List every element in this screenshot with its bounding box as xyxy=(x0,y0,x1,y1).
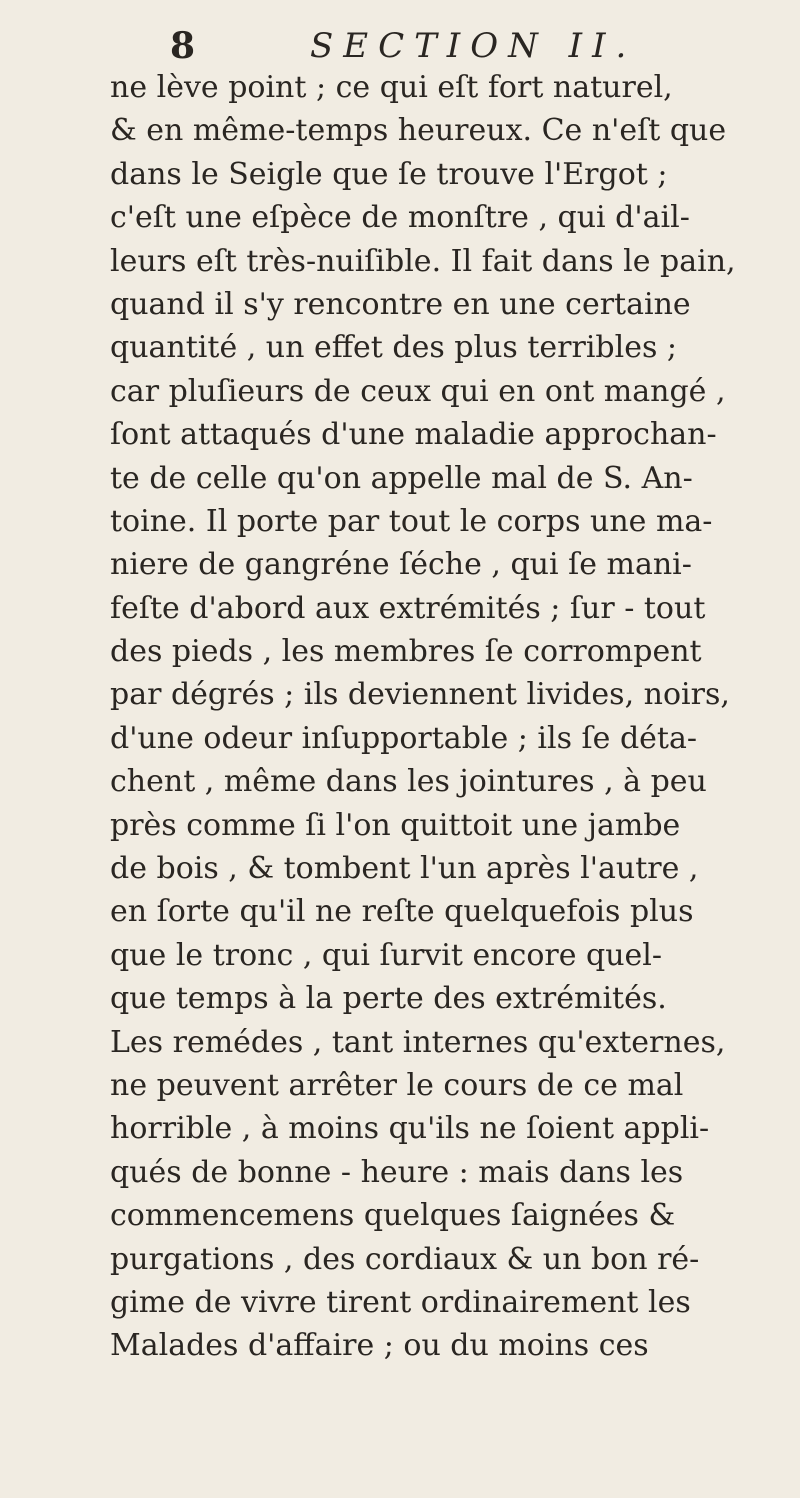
text-line: ne peuvent arrêter le cours de ce mal xyxy=(110,1067,684,1103)
text-line: feſte d'abord aux extrémités ; ſur - tout xyxy=(110,590,706,626)
text-line: car pluſieurs de ceux qui en ont mangé , xyxy=(110,373,726,409)
text-line: par dégrés ; ils deviennent livides, noirs, xyxy=(110,677,730,713)
text-line: de bois , & tombent l'un après l'autre , xyxy=(110,851,699,887)
text-line: niere de gangréne ſéche , qui ſe mani- xyxy=(110,547,692,583)
text-line: horrible , à moins qu'ils ne ſoient appli- xyxy=(110,1111,710,1147)
text-line: dans le Seigle que ſe trouve l'Ergot ; xyxy=(110,156,668,192)
text-line: Malades d'affaire ; ou du moins ces xyxy=(110,1328,649,1364)
text-line: en ſorte qu'il ne reſte quelquefois plus xyxy=(110,894,694,930)
text-line: purgations , des cordiaux & un bon ré- xyxy=(110,1241,700,1277)
text-line: chent , même dans les jointures , à peu xyxy=(110,764,707,800)
page-number: 8 xyxy=(170,25,196,67)
text-line: ne lève point ; ce qui eſt fort naturel, xyxy=(110,70,673,105)
text-line: leurs eſt très-nuiſible. Il fait dans le pain, xyxy=(110,243,736,279)
text-line: quand il s'y rencontre en une certaine xyxy=(110,286,691,322)
text-line: que temps à la perte des extrémités. xyxy=(110,981,667,1017)
text-line: commencemens quelques ſaignées & xyxy=(110,1198,676,1234)
text-line: toine. Il porte par tout le corps une ma- xyxy=(110,503,713,539)
text-line: qués de bonne - heure : mais dans les xyxy=(110,1154,684,1190)
text-line: que le tronc , qui ſurvit encore quel- xyxy=(110,937,663,973)
body-text xyxy=(110,66,800,1368)
text-line: d'une odeur inſupportable ; ils ſe déta- xyxy=(110,720,697,756)
page-header xyxy=(170,22,730,70)
text-line: Les remédes , tant internes qu'externes, xyxy=(110,1024,726,1060)
text-line: des pieds , les membres ſe corrompent xyxy=(110,634,702,670)
text-line: ſont attaqués d'une maladie approchan- xyxy=(110,417,717,453)
text-line: te de celle qu'on appelle mal de S. An- xyxy=(110,460,693,496)
text-line: quantité , un effet des plus terribles ; xyxy=(110,330,678,366)
running-head: SECTION II. xyxy=(310,26,637,66)
text-line: gime de vivre tirent ordinairement les xyxy=(110,1284,691,1320)
text-line: c'eſt une eſpèce de monſtre , qui d'ail- xyxy=(110,200,690,236)
text-line: près comme ſi l'on quittoit une jambe xyxy=(110,807,681,843)
text-line: & en même-temps heureux. Ce n'eſt que xyxy=(110,113,727,149)
